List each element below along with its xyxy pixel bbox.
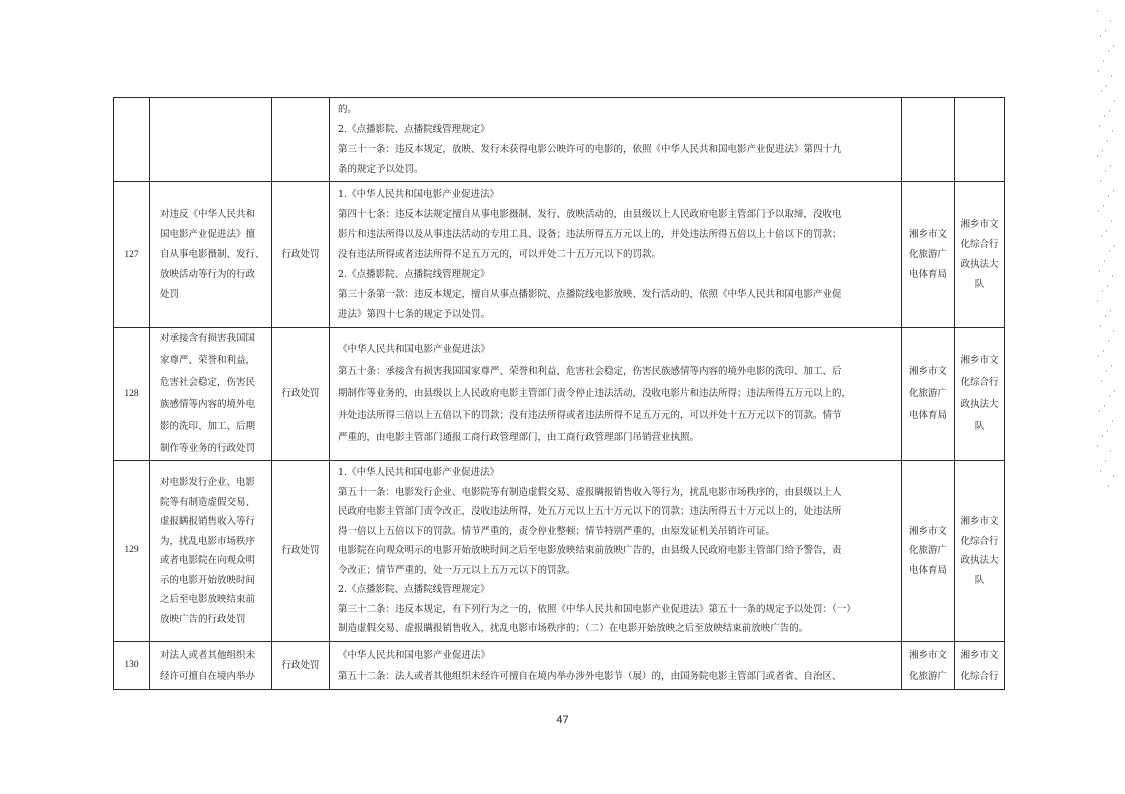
item-type-cell: [272, 98, 330, 182]
item-name-cell: [150, 461, 272, 642]
exec-line: 队: [974, 421, 985, 432]
basis-line: 影片和违法所得以及从事违法活动的专用工具、设备；违法所得五万元以上的，并处违法所得五倍以上十倍以下的罚款；: [338, 228, 842, 240]
scan-speck: [1102, 435, 1103, 437]
penalty-table: [113, 97, 1005, 690]
basis-line: 《中华人民共和国电影产业促进法》: [338, 344, 491, 355]
item-line: 经许可擅自在境内举办: [160, 670, 256, 682]
item-name-cell: [150, 642, 272, 690]
scan-speck: [1112, 130, 1113, 132]
row-number-cell: 129: [114, 461, 150, 642]
table-row: [114, 328, 1005, 461]
scan-speck: [1107, 140, 1108, 142]
scan-speck: [1099, 270, 1100, 272]
item-name-cell: [150, 182, 272, 328]
scan-speck: [1111, 365, 1112, 367]
basis-line: 进法》第四十七条的规定予以处罚。: [338, 308, 491, 320]
scan-speck: [1109, 110, 1110, 112]
item-line: 示的电影开始放映时间: [160, 574, 256, 586]
scan-speck: [1111, 220, 1112, 222]
scan-speck: [1114, 100, 1115, 102]
item-type-cell: 行政处罚: [272, 328, 330, 461]
scan-speck: [1107, 430, 1108, 432]
scan-speck: [1103, 60, 1104, 62]
enforcement-unit-cell: [955, 642, 1005, 690]
item-line: 为，扰乱电影市场秩序: [160, 535, 256, 547]
scan-speck: [1105, 170, 1106, 172]
scan-speck: [1103, 350, 1104, 352]
scan-speck: [1108, 50, 1109, 52]
scan-speck: [1097, 155, 1098, 157]
scan-edge-noise: [1097, 0, 1117, 794]
item-line: 国电影产业促进法》擅: [160, 228, 256, 240]
exec-line: 队: [974, 278, 985, 290]
basis-line: 第五十二条：法人或者其他组织未经许可擅自在境内举办涉外电影节（展）的，由国务院电影主管部门或者省、自治区、: [338, 670, 842, 682]
legal-basis-cell: [330, 461, 902, 642]
table-body: [114, 98, 1005, 690]
basis-line: 民政府电影主管部门责令改正，没收违法所得，处五万元以上五十万元以下的罚款；违法所得五十万元以上的，处违法所: [338, 506, 842, 518]
basis-line: 1.《中华人民共和国电影产业促进法》: [338, 188, 500, 200]
basis-line: 电影院在向观众明示的电影开始放映时间之后至电影放映结束前放映广告的，由县级人民政府电影主管部门给予警告，责: [338, 545, 842, 557]
exec-line: 政执法大: [960, 555, 999, 566]
scan-speck: [1108, 195, 1109, 197]
row-number-cell: 127: [114, 182, 150, 328]
basis-line: 条的规定予以处罚。: [338, 163, 424, 175]
enforcement-unit-cell: [955, 182, 1005, 328]
dept-line: 电体育局: [908, 564, 947, 576]
scan-speck: [1105, 460, 1106, 462]
dept-line: 化旅游广: [908, 545, 947, 557]
table-row: [114, 98, 1005, 182]
responsible-dept-cell: [902, 461, 955, 642]
basis-line: 第三十条第一款：违反本规定，擅自从事点播影院、点播院线电影放映、发行活动的，依照《中华人民共和国电影产业促: [338, 288, 842, 300]
scan-speck: [1110, 20, 1111, 22]
dept-line: 湘乡市文: [908, 649, 947, 661]
scan-speck: [1113, 190, 1114, 192]
legal-basis-cell: [330, 182, 902, 328]
scan-speck: [1113, 45, 1114, 47]
item-line: 处罚: [160, 288, 180, 300]
exec-line: 化综合行: [960, 670, 999, 682]
exec-line: 政执法大: [960, 399, 999, 410]
table-row: [114, 182, 1005, 328]
scan-speck: [1113, 475, 1114, 477]
legal-basis-cell: [330, 642, 902, 690]
exec-line: 湘乡市文: [960, 355, 999, 366]
scan-speck: [1101, 235, 1102, 237]
scan-speck: [1111, 75, 1112, 77]
exec-line: 湘乡市文: [960, 649, 999, 661]
basis-line: 第三十二条：违反本规定，有下列行为之一的，依照《中华人民共和国电影产业促进法》第五十一条的规定予以处罚：（一）: [338, 603, 856, 615]
basis-line: 期制作等业务的，由县级以上人民政府电影主管部门责令停止违法活动，没收电影片和违法所得；违法所得五万元以上的，: [338, 388, 852, 399]
scan-speck: [1100, 325, 1101, 327]
exec-line: 化综合行: [960, 377, 999, 388]
scan-speck: [1110, 310, 1111, 312]
item-line: 对违反《中华人民共和: [160, 208, 256, 220]
item-type-cell: 行政处罚: [272, 461, 330, 642]
item-line: 制作等业务的行政处罚: [160, 443, 256, 454]
exec-line: 化综合行: [960, 535, 999, 547]
scan-speck: [1102, 150, 1103, 152]
item-line: 院等有制造虚假交易、: [160, 496, 256, 508]
scan-speck: [1106, 230, 1107, 232]
scan-speck: [1105, 315, 1106, 317]
scan-speck: [1107, 285, 1108, 287]
legal-basis-cell: [330, 328, 902, 461]
scan-speck: [1105, 30, 1106, 32]
scan-speck: [1097, 10, 1098, 12]
basis-line: 并处违法所得三倍以上五倍以下的罚款；没有违法所得或者违法所得不足五万元的，可以并处十五万元以下的罚款。情节: [338, 410, 842, 421]
scan-speck: [1102, 290, 1103, 292]
responsible-dept-cell: [902, 642, 955, 690]
scan-speck: [1098, 70, 1099, 72]
item-line: 危害社会稳定，伤害民: [160, 377, 256, 388]
dept-line: 电体育局: [908, 268, 947, 280]
scan-speck: [1109, 395, 1110, 397]
item-type-cell: 行政处罚: [272, 642, 330, 690]
item-line: 对法人或者其他组织未: [160, 649, 256, 661]
scan-speck: [1097, 300, 1098, 302]
row-number-cell: 130: [114, 642, 150, 690]
item-line: 放映广告的行政处罚: [160, 613, 246, 625]
item-line: 或者电影院在向观众明: [160, 555, 256, 566]
dept-line: 化旅游广: [908, 248, 947, 260]
table-row: [114, 642, 1005, 690]
exec-line: 湘乡市文: [960, 218, 999, 230]
scan-speck: [1101, 380, 1102, 382]
scan-speck: [1104, 260, 1105, 262]
scan-speck: [1106, 85, 1107, 87]
item-type-cell: 行政处罚: [272, 182, 330, 328]
item-line: 对承接含有损害我国国: [160, 333, 256, 344]
scan-speck: [1112, 420, 1113, 422]
row-number-cell: 128: [114, 328, 150, 461]
responsible-dept-cell: [902, 328, 955, 461]
basis-line: 2.《点播影院、点播院线管理规定》: [338, 123, 490, 135]
item-line: 虚报瞒报销售收入等行: [160, 516, 256, 527]
enforcement-unit-cell: [955, 328, 1005, 461]
scan-speck: [1099, 410, 1100, 412]
basis-line: 2.《点播影院、点播院线管理规定》: [338, 268, 490, 280]
item-line: 对电影发行企业、电影: [160, 477, 256, 488]
scan-speck: [1112, 275, 1113, 277]
dept-line: 化旅游广: [908, 670, 947, 682]
exec-line: 湘乡市文: [960, 516, 999, 527]
scan-speck: [1099, 125, 1100, 127]
basis-line: 没有违法所得或者违法所得不足五万元的，可以并处二十五万元以下的罚款。: [338, 248, 662, 260]
basis-line: 制造虚假交易、虚报瞒报销售收入，扰乱电影市场秩序的；（二）在电影开始放映之后至放映结束前放映广告的。: [338, 623, 809, 635]
scan-speck: [1108, 485, 1109, 487]
scan-speck: [1098, 355, 1099, 357]
scan-speck: [1103, 205, 1104, 207]
item-line: 影的洗印、加工、后期: [160, 421, 256, 432]
exec-line: 化综合行: [960, 238, 999, 250]
basis-line: 的。: [338, 103, 358, 115]
item-line: 族感情等内容的境外电: [160, 399, 256, 410]
basis-line: 《中华人民共和国电影产业促进法》: [338, 649, 491, 661]
basis-line: 1.《中华人民共和国电影产业促进法》: [338, 467, 500, 479]
dept-line: 湘乡市文: [908, 366, 947, 377]
item-line: 自从事电影摄制、发行、: [160, 248, 265, 260]
basis-line: 第五十条：承接含有损害我国国家尊严、荣誉和利益，危害社会稳定，伤害民族感情等内容的境外电影的洗印、加工、后: [338, 366, 842, 377]
scan-speck: [1104, 405, 1105, 407]
scan-speck: [1114, 390, 1115, 392]
scan-speck: [1100, 180, 1101, 182]
dept-line: 化旅游广: [908, 388, 947, 399]
scan-speck: [1100, 35, 1101, 37]
scan-speck: [1097, 445, 1098, 447]
responsible-dept-cell: [902, 182, 955, 328]
exec-line: 队: [974, 574, 985, 586]
table-row: [114, 461, 1005, 642]
item-line: 之后至电影放映结束前: [160, 594, 256, 605]
scan-speck: [1104, 115, 1105, 117]
legal-basis-cell: [330, 98, 902, 182]
dept-line: 湘乡市文: [908, 228, 947, 240]
scan-speck: [1101, 90, 1102, 92]
scan-speck: [1113, 330, 1114, 332]
page-number: 47: [556, 714, 569, 726]
item-line: 放映活动等行为的行政: [160, 268, 256, 280]
scan-speck: [1109, 250, 1110, 252]
scan-speck: [1106, 370, 1107, 372]
exec-line: 政执法大: [960, 258, 999, 270]
enforcement-unit-cell: [955, 98, 1005, 182]
responsible-dept-cell: [902, 98, 955, 182]
item-name-cell: [150, 98, 272, 182]
basis-line: 令改正；情节严重的，处一万元以上五万元以下的罚款。: [338, 564, 576, 576]
item-line: 家尊严、荣誉和利益，: [160, 355, 256, 366]
scan-speck: [1108, 340, 1109, 342]
scan-speck: [1100, 470, 1101, 472]
basis-line: 第三十一条：违反本规定，放映、发行未获得电影公映许可的电影的，依照《中华人民共和国电影产业促进法》第四十九: [338, 143, 842, 155]
basis-line: 得一倍以上五倍以下的罚款。情节严重的，责令停业整顿；情节特别严重的，由原发证机关吊销许可证。: [338, 525, 776, 537]
basis-line: 第五十一条：电影发行企业、电影院等有制造虚假交易、虚报瞒报销售收入等行为，扰乱电影市场秩序的，由县级以上人: [338, 486, 842, 498]
scan-speck: [1110, 450, 1111, 452]
enforcement-unit-cell: [955, 461, 1005, 642]
dept-line: 电体育局: [908, 410, 947, 421]
row-number-cell: [114, 98, 150, 182]
basis-line: 严重的，由电影主管部门通报工商行政管理部门，由工商行政管理部门吊销营业执照。: [338, 432, 700, 443]
scan-speck: [1110, 165, 1111, 167]
scan-speck: [1114, 245, 1115, 247]
basis-line: 2.《点播影院、点播院线管理规定》: [338, 584, 490, 596]
basis-line: 第四十七条：违反本法规定擅自从事电影摄制、发行、放映活动的，由县级以上人民政府电影主管部门予以取缔，没收电: [338, 208, 842, 220]
item-name-cell: [150, 328, 272, 461]
dept-line: 湘乡市文: [908, 525, 947, 537]
scan-speck: [1098, 210, 1099, 212]
